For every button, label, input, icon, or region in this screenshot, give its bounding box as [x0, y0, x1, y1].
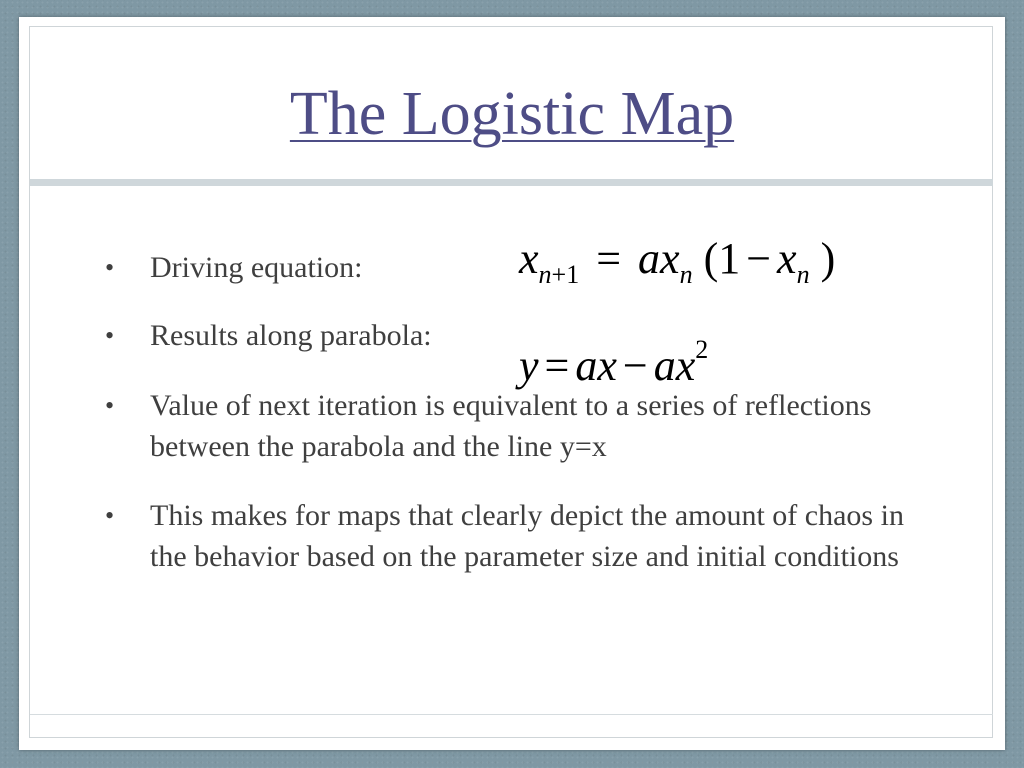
- eq-exponent: 2: [695, 335, 709, 364]
- eq-var-subscript: n: [796, 260, 810, 289]
- eq-equals: =: [544, 341, 570, 390]
- eq-term1: ax: [575, 341, 617, 390]
- parabola-equation: [519, 320, 708, 396]
- driving-equation: [519, 229, 835, 305]
- eq-coefficient: ax: [638, 234, 680, 283]
- eq-equals: =: [596, 234, 622, 283]
- bullet-text: Driving equation:: [150, 251, 363, 284]
- slide-title: The Logistic Map: [289, 80, 735, 148]
- bullet-marker: •: [105, 253, 115, 282]
- bullet-text: Value of next iteration is equivalent to a series of reflections between the parabola and the line y=x: [150, 389, 872, 463]
- bullet-text: Results along parabola:: [150, 319, 432, 352]
- bullet-marker: •: [105, 501, 115, 530]
- title-divider: [30, 179, 993, 186]
- bullet-item: [105, 315, 925, 356]
- eq-y: y: [519, 341, 539, 390]
- eq-var: x: [777, 234, 797, 283]
- eq-coef-subscript: n: [679, 260, 693, 289]
- eq-term2: ax: [653, 341, 696, 390]
- footer-divider: [30, 714, 993, 715]
- bullet-marker: •: [105, 391, 115, 420]
- eq-close-paren: ): [820, 234, 836, 283]
- bullet-item: [105, 385, 925, 467]
- bullet-item: [105, 495, 925, 577]
- slide: [19, 17, 1005, 750]
- eq-lhs-var: x: [519, 234, 539, 283]
- eq-lhs-subscript: n+1: [538, 260, 580, 289]
- eq-open-paren: (1: [703, 234, 741, 283]
- eq-minus: −: [622, 341, 648, 390]
- bullet-text: This makes for maps that clearly depict the amount of chaos in the behavior based on the parameter size and initial conditions: [150, 499, 904, 573]
- bullet-marker: •: [105, 321, 115, 350]
- eq-minus: −: [746, 234, 772, 283]
